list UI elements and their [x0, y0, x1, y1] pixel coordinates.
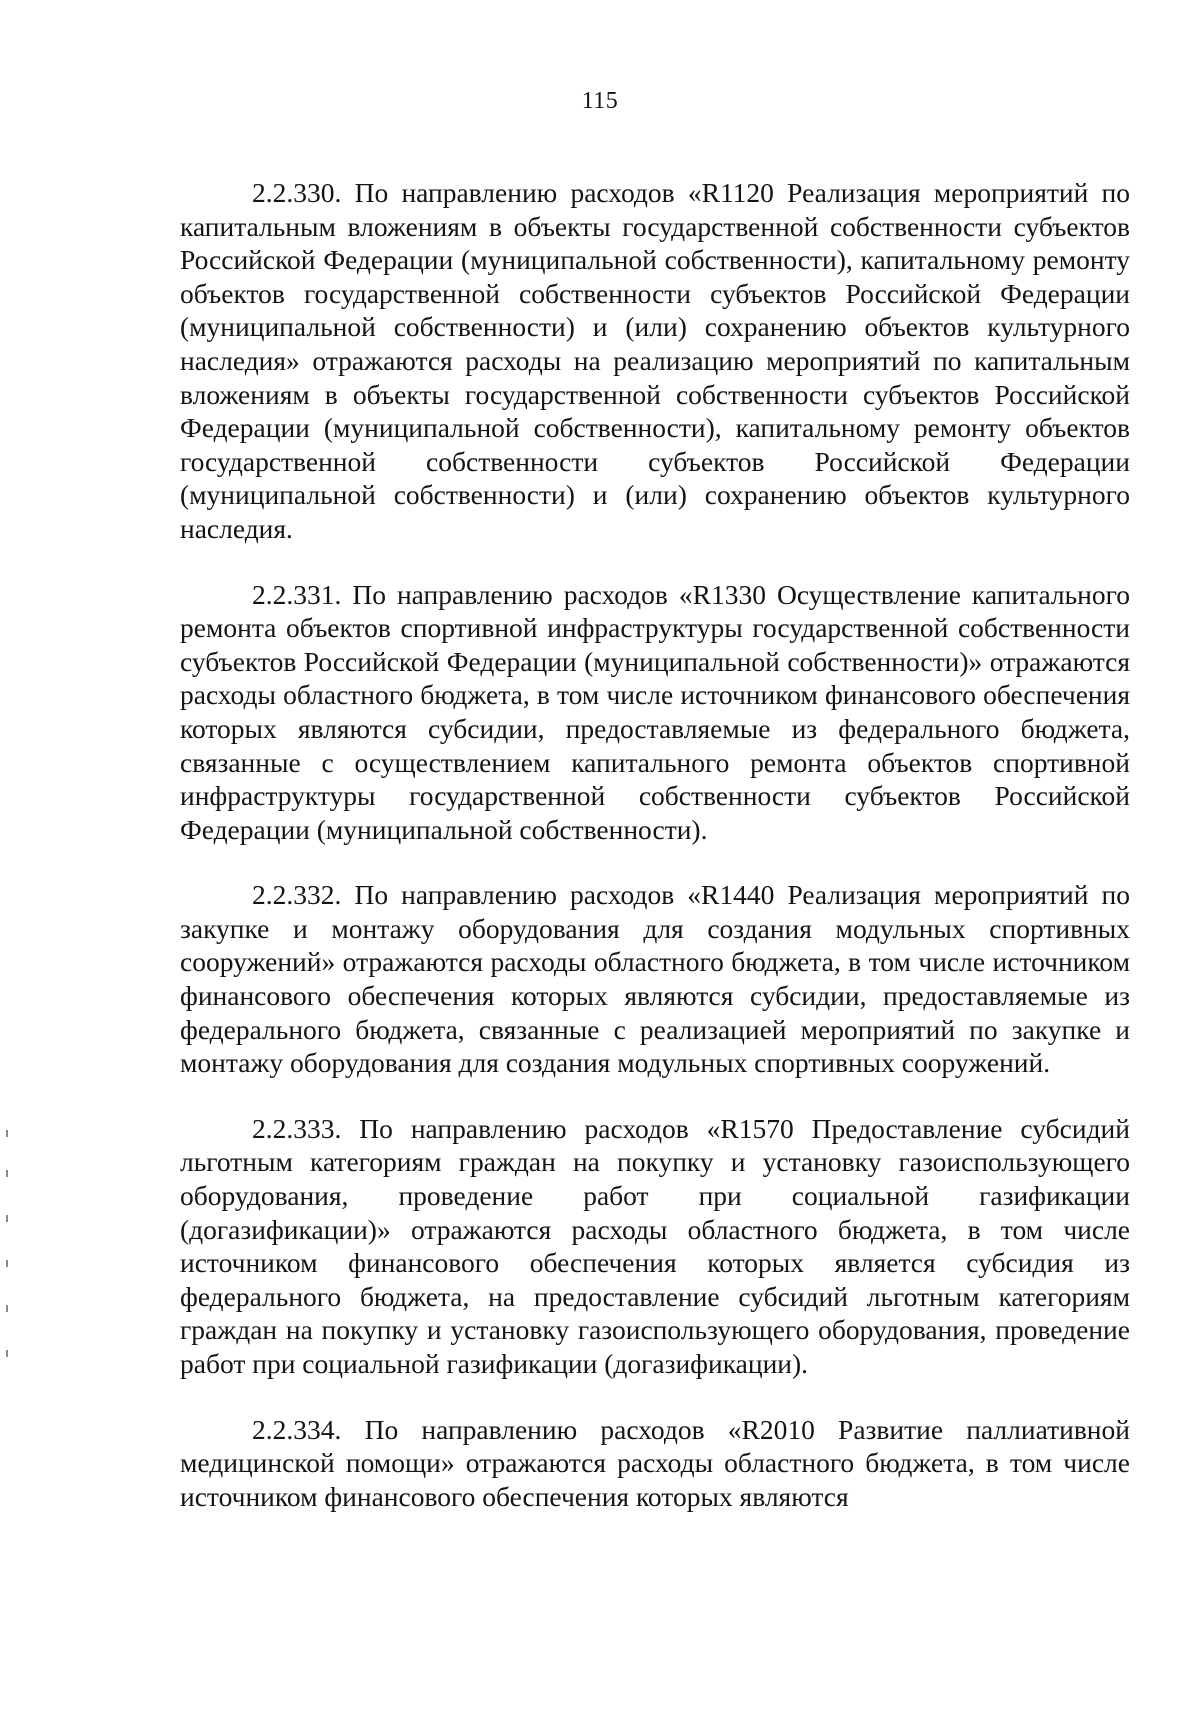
document-body	[180, 176, 1130, 1513]
scan-mark	[6, 1215, 8, 1222]
scan-mark	[6, 1170, 8, 1177]
scan-mark	[6, 1260, 8, 1267]
paragraph-2-2-330: 2.2.330. По направлению расходов «R1120 Реализация мероприятий по капитальным вложениям в объекты государственной собственности субъектов Российской Федерации (муниципальной собственности), капитальному ремонту объектов государственной собственности субъектов Российской Федерации (муниципальной собственности) и (или) сохранению объектов культурного наследия» отражаются расходы на реализацию мероприятий по капитальным вложениям в объекты государственной собственности субъектов Российской Федерации (муниципальной собственности), капитальному ремонту объектов государственной собственности субъектов Российской Федерации (муниципальной собственности) и (или) сохранению объектов культурного наследия.	[180, 177, 1130, 544]
scan-mark	[6, 1350, 8, 1357]
page-number: 115	[581, 88, 619, 114]
scan-margin-marks	[6, 1130, 9, 1370]
scan-mark	[6, 1305, 8, 1312]
paragraph-2-2-334: 2.2.334. По направлению расходов «R2010 Развитие паллиативной медицинской помощи» отражаются расходы областного бюджета, в том числе источником финансового обеспечения которых являются	[180, 1413, 1130, 1512]
paragraph-2-2-332: 2.2.332. По направлению расходов «R1440 Реализация мероприятий по закупке и монтажу оборудования для создания модульных спортивных сооружений» отражаются расходы областного бюджета, в том числе источником финансового обеспечения которых являются субсидии, предоставляемые из федерального бюджета, связанные с реализацией мероприятий по закупке и монтажу оборудования для создания модульных спортивных сооружений.	[180, 879, 1130, 1079]
scan-mark	[6, 1130, 8, 1137]
paragraph-2-2-333: 2.2.333. По направлению расходов «R1570 Предоставление субсидий льготным категориям граждан на покупку и установку газоиспользующего оборудования, проведение работ при социальной газификации (догазификации)» отражаются расходы областного бюджета, в том числе источником финансового обеспечения которых является субсидия из федерального бюджета, на предоставление субсидий льготным категориям граждан на покупку и установку газоиспользующего оборудования, проведение работ при социальной газификации (догазификации).	[180, 1112, 1130, 1379]
paragraph-2-2-331: 2.2.331. По направлению расходов «R1330 Осуществление капитального ремонта объектов спортивной инфраструктуры государственной собственности субъектов Российской Федерации (муниципальной собственности)» отражаются расходы областного бюджета, в том числе источником финансового обеспечения которых являются субсидии, предоставляемые из федерального бюджета, связанные с осуществлением капитального ремонта объектов спортивной инфраструктуры государственной собственности субъектов Российской Федерации (муниципальной собственности).	[180, 578, 1130, 845]
